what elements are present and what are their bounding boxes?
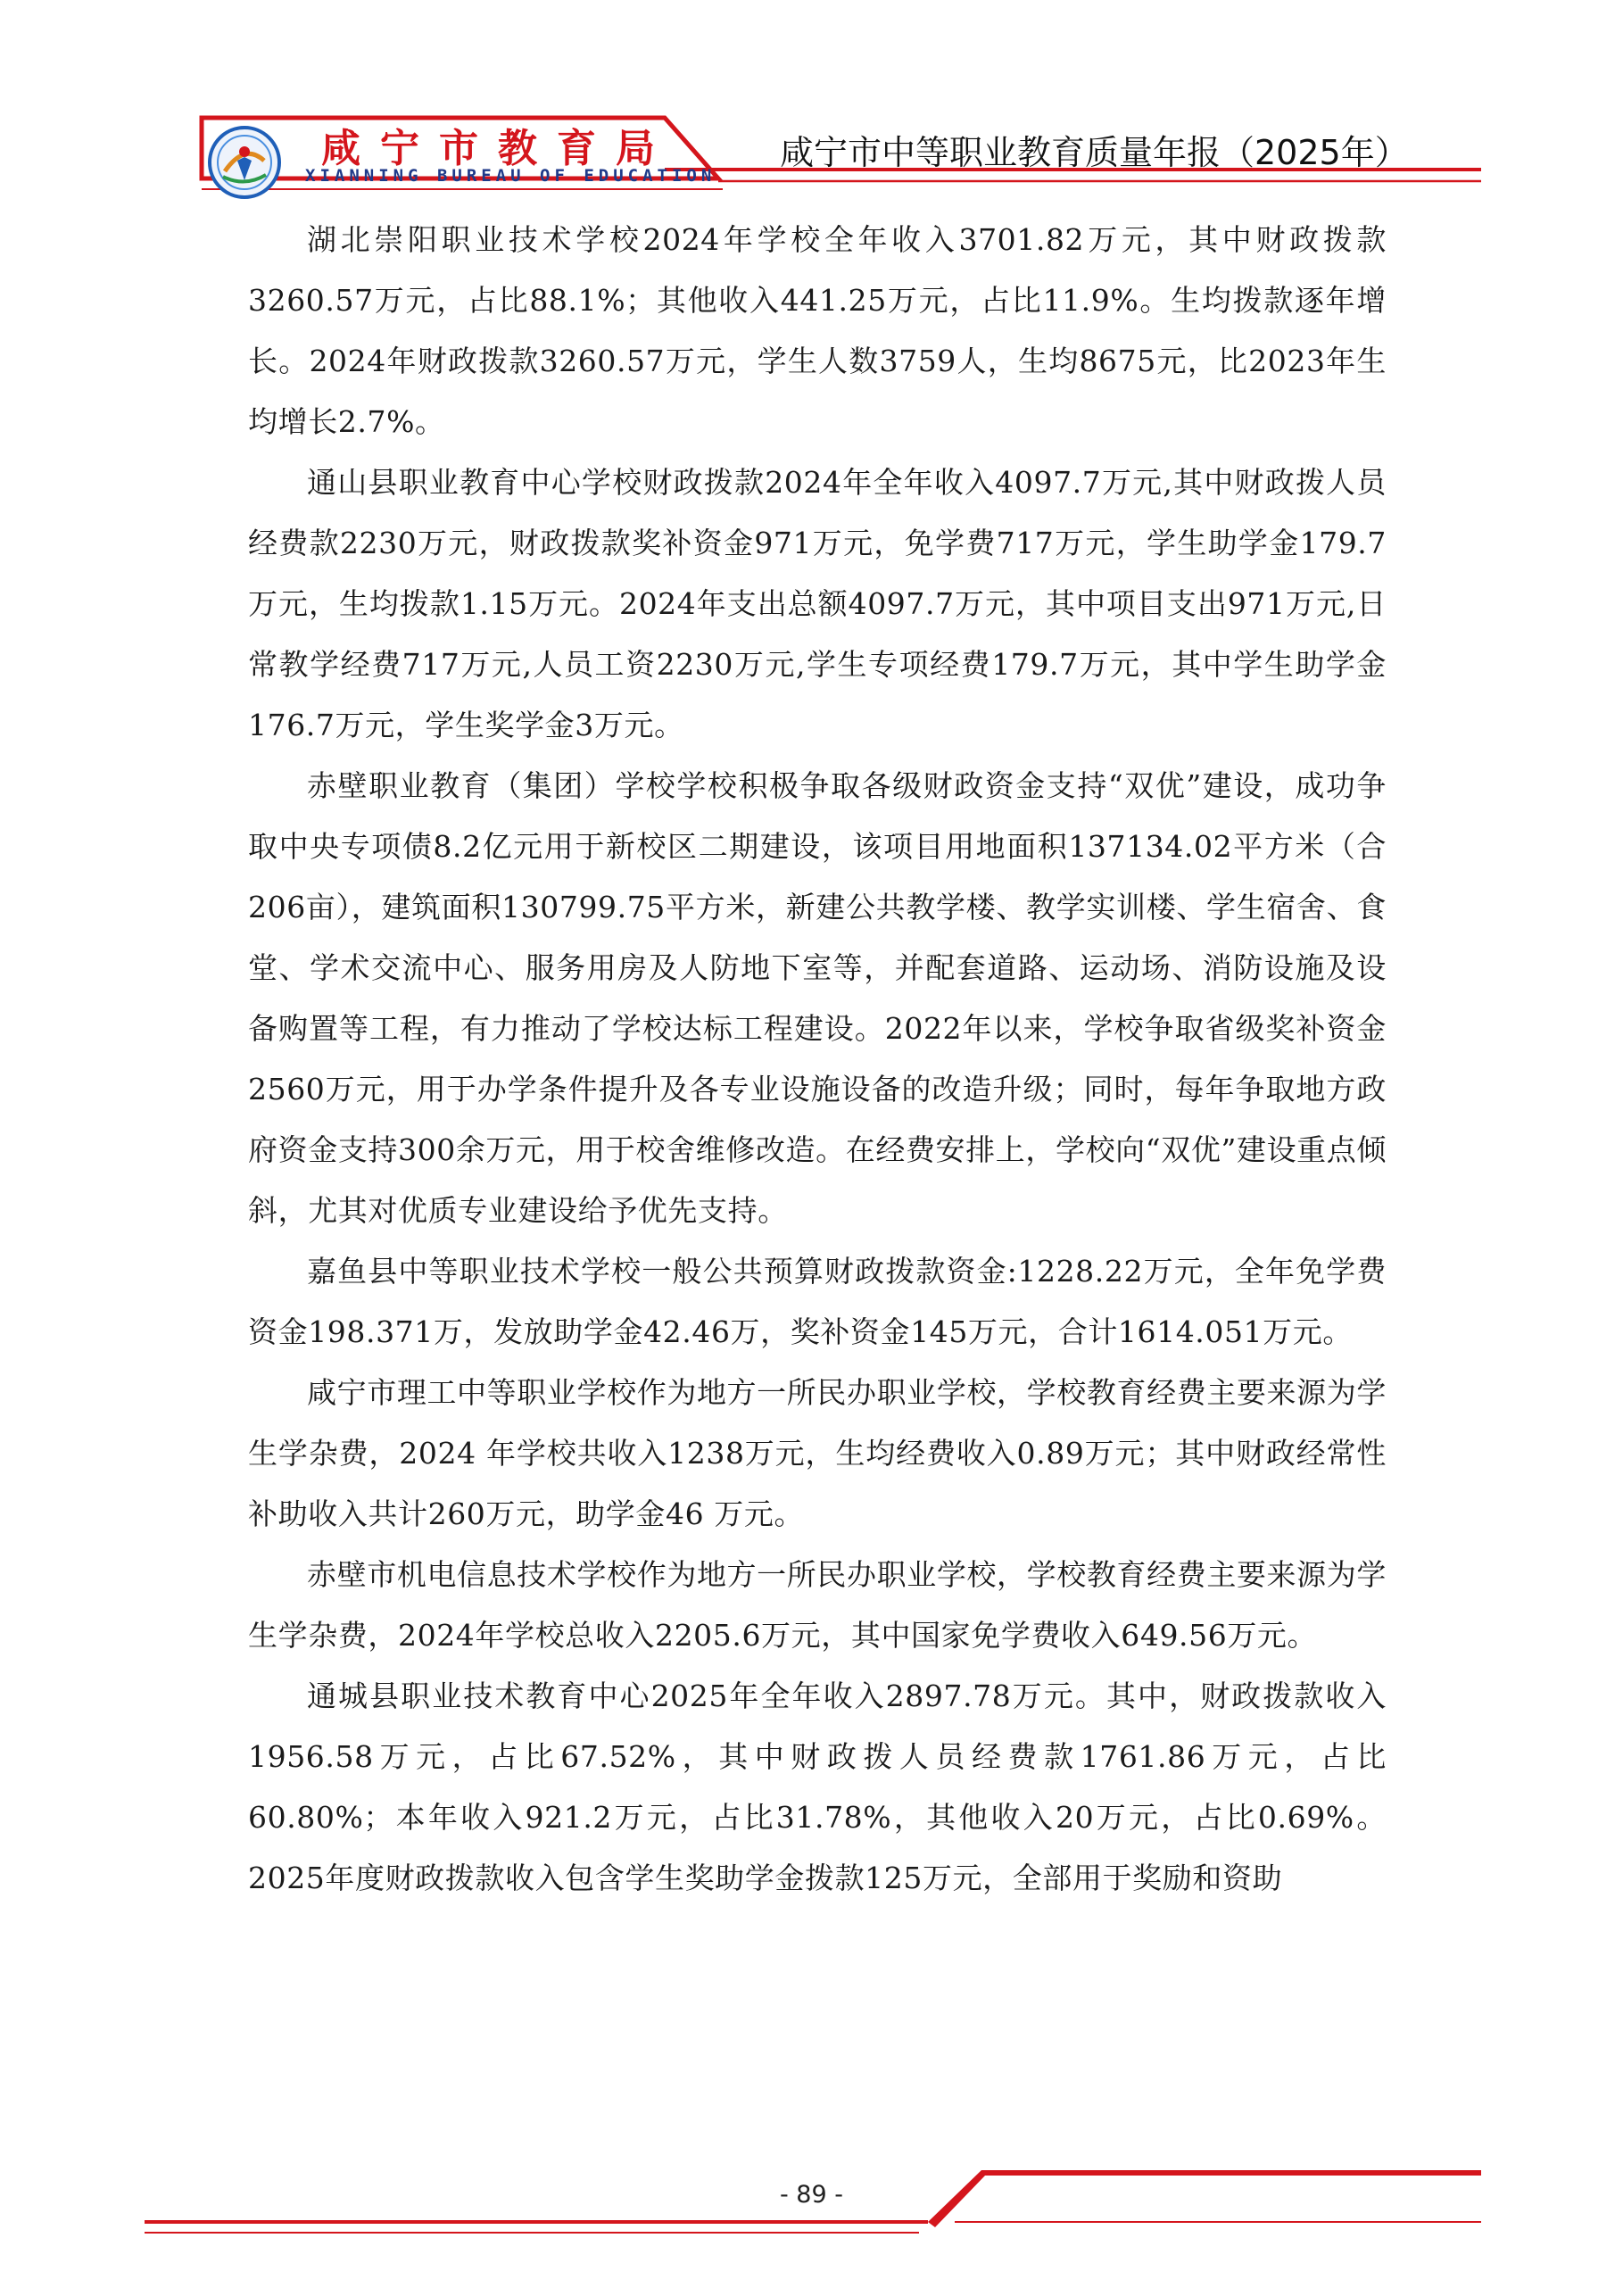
education-bureau-emblem-icon [207,125,282,200]
page-footer [0,2159,1623,2249]
paragraph-chibi-jidian: 赤壁市机电信息技术学校作为地方一所民办职业学校，学校教育经费主要来源为学生学杂费，2024年学校总收入2205.6万元，其中国家免学费收入649.56万元。 [248,1557,1387,1653]
page-header [0,0,1623,214]
paragraph-tongshan: 通山县职业教育中心学校财政拨款2024年全年收入4097.7万元,其中财政拨人员经费款2230万元，财政拨款奖补资金971万元，免学费717万元，学生助学金179.7万元，生均拨款1.15万元。2024年支出总额4097.7万元，其中项目支出971万元,日常教学经费717万元,人员工资2230万元,学生专项经费179.7万元，其中学生助学金176.7万元，学生奖学金3万元。 [248,465,1387,742]
paragraph-jiayu: 嘉鱼县中等职业技术学校一般公共预算财政拨款资金:1228.22万元，全年免学费资金198.371万，发放助学金42.46万，奖补资金145万元，合计1614.051万元。 [248,1254,1387,1349]
paragraph-tongcheng: 通城县职业技术教育中心2025年全年收入2897.78万元。其中，财政拨款收入1956.58万元，占比67.52%，其中财政拨人员经费款1761.86万元，占比60.80%；本年收入921.2万元，占比31.78%，其他收入20万元，占比0.69%。2025年度财政拨款收入包含学生奖助学金拨款125万元，全部用于奖励和资助 [248,1678,1387,1895]
page-number: - 89 - [779,2181,843,2209]
org-name-cn: 咸宁市教育局 [321,126,675,171]
document-body [248,210,1387,1909]
org-name-en: XIANNING BUREAU OF EDUCATION [305,166,716,186]
report-title: 咸宁市中等职业教育质量年报（2025年） [780,133,1409,172]
paragraph-xianning-ligong: 咸宁市理工中等职业学校作为地方一所民办职业学校，学校教育经费主要来源为学生学杂费，2024 年学校共收入1238万元，生均经费收入0.89万元；其中财政经常性补助收入共计260万元，助学金46 万元。 [248,1375,1387,1531]
paragraph-chongyang: 湖北崇阳职业技术学校2024年学校全年收入3701.82万元，其中财政拨款3260.57万元，占比88.1%；其他收入441.25万元，占比11.9%。生均拨款逐年增长。2024年财政拨款3260.57万元，学生人数3759人，生均8675元，比2023年生均增长2.7%。 [248,222,1387,439]
paragraph-chibi-group: 赤壁职业教育（集团）学校学校积极争取各级财政资金支持“双优”建设，成功争取中央专项债8.2亿元用于新校区二期建设，该项目用地面积137134.02平方米（合206亩），建筑面积130799.75平方米，新建公共教学楼、教学实训楼、学生宿舍、食堂、学术交流中心、服务用房及人防地下室等，并配套道路、运动场、消防设施及设备购置等工程，有力推动了学校达标工程建设。2022年以来，学校争取省级奖补资金2560万元，用于办学条件提升及各专业设施设备的改造升级；同时，每年争取地方政府资金支持300余万元，用于校舍维修改造。在经费安排上，学校向“双优”建设重点倾斜，尤其对优质专业建设给予优先支持。 [248,768,1387,1228]
